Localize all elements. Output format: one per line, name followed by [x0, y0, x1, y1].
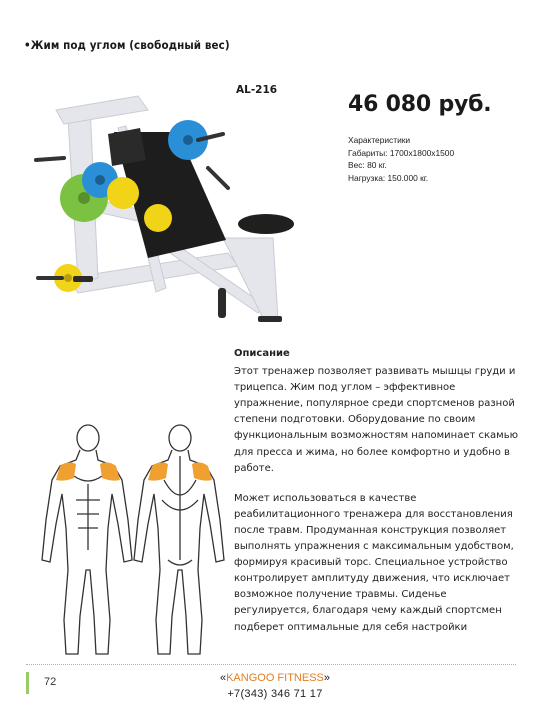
brand-quote-close: » — [323, 672, 331, 684]
specs-dimensions: Габариты: 1700х1800х1500 — [348, 147, 455, 158]
description-paragraph-1: Этот тренажер позволяет развивать мышцы груди и трицепса. Жим под углом – эффективное упражнение, популярное среди спортсменов разной степени подготовки. Оборудование по своим функциональным возможностям напоминает скамью для пресса и жима, но более комфортно и удобно в работе. — [234, 366, 519, 474]
machine-illustration — [28, 88, 318, 333]
specifications — [348, 134, 454, 184]
front-shoulder-highlight — [56, 462, 120, 480]
price: 46 080 руб. — [348, 92, 492, 117]
footer-divider — [26, 664, 516, 665]
model-code: AL-216 — [236, 84, 278, 96]
description-paragraph-2: Может использоваться в качестве реабилитационного тренажера для восстановления после травм. Продуманная конструкция позволяет выполнять упражнения с максимальным удобством, формируя красивый торс. Специальное устройство контролирует амплитуду движения, что исключает возможное получение травмы. Сиденье регулируется, благодаря чему каждый спортсмен подберет оптимальные для себя настройки — [234, 492, 514, 633]
page-heading: •Жим под углом (свободный вес) — [24, 38, 230, 52]
specs-title: Характеристики — [348, 135, 411, 145]
brand-text: KANGOO FITNESS — [226, 672, 324, 684]
page-number-accent — [26, 672, 29, 694]
page-number: 72 — [44, 676, 57, 688]
brand-name — [190, 672, 360, 684]
phone-number: +7(343) 346 71 17 — [227, 688, 323, 700]
front-body-figure — [42, 425, 132, 654]
muscle-diagram — [30, 420, 230, 660]
back-body-figure — [134, 425, 224, 654]
description — [234, 346, 524, 650]
specs-load: Нагрузка: 150.000 кг. — [348, 172, 429, 183]
brand-quote-open: « — [219, 672, 227, 684]
specs-weight: Вес: 80 кг. — [348, 160, 387, 170]
description-title: Описание — [234, 348, 290, 359]
